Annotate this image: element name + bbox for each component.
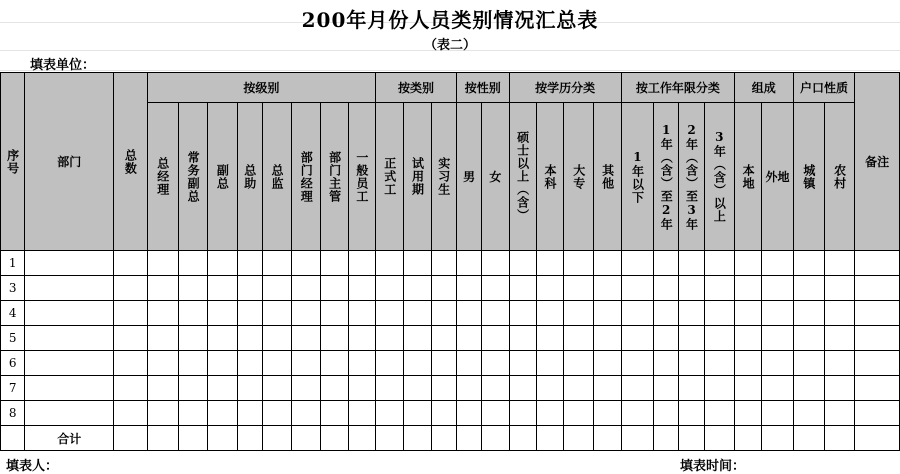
data-cell[interactable] <box>456 351 481 376</box>
data-cell[interactable] <box>147 276 178 301</box>
data-cell[interactable] <box>376 326 404 351</box>
data-cell[interactable] <box>621 326 653 351</box>
data-cell[interactable] <box>734 376 761 401</box>
data-cell[interactable] <box>262 251 291 276</box>
data-cell[interactable] <box>654 326 679 351</box>
header-gender-cell: 女 <box>482 103 509 251</box>
data-cell[interactable] <box>262 401 291 426</box>
total-cell[interactable] <box>348 426 375 451</box>
data-cell[interactable] <box>704 251 734 276</box>
total-cell[interactable] <box>292 426 321 451</box>
table-row <box>1 251 900 276</box>
data-cell[interactable] <box>621 301 653 326</box>
data-cell[interactable] <box>679 301 704 326</box>
data-cell[interactable] <box>536 301 563 326</box>
data-cell[interactable] <box>147 326 178 351</box>
data-cell[interactable] <box>208 326 237 351</box>
header-group-hukou: 户口性质 <box>793 73 855 103</box>
data-cell[interactable] <box>621 276 653 301</box>
data-cell[interactable] <box>456 251 481 276</box>
header-group-gender: 按性别 <box>456 73 509 103</box>
data-cell[interactable] <box>404 276 431 301</box>
page-title: 200年月份人员类别情况汇总表 <box>301 8 599 32</box>
data-cell[interactable] <box>762 301 793 326</box>
data-cell[interactable] <box>536 401 563 426</box>
total-cell[interactable] <box>564 426 594 451</box>
data-cell[interactable] <box>456 376 481 401</box>
data-cell[interactable] <box>594 376 621 401</box>
data-cell[interactable] <box>262 326 291 351</box>
data-cell[interactable] <box>114 301 147 326</box>
header-level-cell: 部门经理 <box>292 103 321 251</box>
data-cell[interactable] <box>679 401 704 426</box>
data-cell[interactable] <box>734 301 761 326</box>
total-cell[interactable] <box>178 426 207 451</box>
header-edu-cell: 本科 <box>536 103 563 251</box>
data-cell[interactable] <box>679 326 704 351</box>
table-row <box>1 401 900 426</box>
data-cell[interactable] <box>482 276 509 301</box>
data-cell[interactable] <box>679 376 704 401</box>
data-cell[interactable] <box>793 326 824 351</box>
data-cell[interactable] <box>376 251 404 276</box>
data-cell[interactable] <box>431 251 456 276</box>
data-cell[interactable] <box>321 251 348 276</box>
header-level-cell: 总助 <box>237 103 262 251</box>
data-cell[interactable] <box>431 276 456 301</box>
row-number: 1 <box>1 251 25 276</box>
data-cell[interactable] <box>321 276 348 301</box>
total-cell[interactable] <box>404 426 431 451</box>
data-cell[interactable] <box>621 251 653 276</box>
data-cell[interactable] <box>509 251 536 276</box>
total-cell[interactable] <box>208 426 237 451</box>
data-cell[interactable] <box>25 276 114 301</box>
data-cell[interactable] <box>654 351 679 376</box>
data-cell[interactable] <box>292 376 321 401</box>
data-cell[interactable] <box>208 351 237 376</box>
data-cell[interactable] <box>208 376 237 401</box>
data-cell[interactable] <box>404 251 431 276</box>
total-cell[interactable] <box>793 426 824 451</box>
fill-date-label: 填表时间： <box>680 459 746 474</box>
data-cell[interactable] <box>762 351 793 376</box>
data-cell[interactable] <box>536 251 563 276</box>
total-cell[interactable] <box>482 426 509 451</box>
header-level-cell: 一般员工 <box>348 103 375 251</box>
header-group-type: 按类别 <box>376 73 457 103</box>
data-cell[interactable] <box>456 401 481 426</box>
data-cell[interactable] <box>536 376 563 401</box>
total-cell[interactable] <box>679 426 704 451</box>
data-cell[interactable] <box>855 401 900 426</box>
data-cell[interactable] <box>178 301 207 326</box>
header-years-cell: 1年（含）至2年 <box>654 103 679 251</box>
header-group-level: 按级别 <box>147 73 375 103</box>
data-cell[interactable] <box>824 251 854 276</box>
data-cell[interactable] <box>348 376 375 401</box>
data-cell[interactable] <box>855 351 900 376</box>
data-cell[interactable] <box>147 251 178 276</box>
data-cell[interactable] <box>25 326 114 351</box>
data-cell[interactable] <box>855 301 900 326</box>
data-cell[interactable] <box>178 376 207 401</box>
data-cell[interactable] <box>376 301 404 326</box>
data-cell[interactable] <box>564 301 594 326</box>
data-cell[interactable] <box>594 301 621 326</box>
data-cell[interactable] <box>404 301 431 326</box>
row-number: 6 <box>1 351 25 376</box>
data-cell[interactable] <box>482 251 509 276</box>
data-cell[interactable] <box>25 401 114 426</box>
table-row <box>1 276 900 301</box>
summary-table <box>0 72 900 451</box>
data-cell[interactable] <box>564 401 594 426</box>
header-seq: 序号 <box>1 73 25 251</box>
data-cell[interactable] <box>762 276 793 301</box>
data-cell[interactable] <box>262 376 291 401</box>
header-level-cell: 总监 <box>262 103 291 251</box>
data-cell[interactable] <box>376 276 404 301</box>
data-cell[interactable] <box>321 301 348 326</box>
data-cell[interactable] <box>237 326 262 351</box>
total-cell[interactable] <box>147 426 178 451</box>
data-cell[interactable] <box>594 326 621 351</box>
header-type-cell: 正式工 <box>376 103 404 251</box>
total-cell[interactable] <box>594 426 621 451</box>
data-cell[interactable] <box>734 326 761 351</box>
total-cell[interactable] <box>654 426 679 451</box>
data-cell[interactable] <box>404 401 431 426</box>
data-cell[interactable] <box>237 251 262 276</box>
total-cell[interactable] <box>855 426 900 451</box>
data-cell[interactable] <box>262 301 291 326</box>
data-cell[interactable] <box>321 351 348 376</box>
total-cell[interactable] <box>114 426 147 451</box>
data-cell[interactable] <box>431 301 456 326</box>
data-cell[interactable] <box>348 276 375 301</box>
data-cell[interactable] <box>594 401 621 426</box>
header-years-cell: 2年（含）至3年 <box>679 103 704 251</box>
data-cell[interactable] <box>704 351 734 376</box>
data-cell[interactable] <box>431 376 456 401</box>
data-cell[interactable] <box>734 401 761 426</box>
header-gender-cell: 男 <box>456 103 481 251</box>
header-remark: 备注 <box>855 73 900 251</box>
data-cell[interactable] <box>482 301 509 326</box>
data-cell[interactable] <box>25 376 114 401</box>
data-cell[interactable] <box>855 251 900 276</box>
data-cell[interactable] <box>25 351 114 376</box>
data-cell[interactable] <box>824 326 854 351</box>
data-cell[interactable] <box>509 276 536 301</box>
data-cell[interactable] <box>208 301 237 326</box>
data-cell[interactable] <box>482 326 509 351</box>
data-cell[interactable] <box>536 276 563 301</box>
data-cell[interactable] <box>621 376 653 401</box>
table-row <box>1 376 900 401</box>
header-group-comp: 组成 <box>734 73 793 103</box>
data-cell[interactable] <box>178 326 207 351</box>
table-row <box>1 351 900 376</box>
data-cell[interactable] <box>208 251 237 276</box>
data-cell[interactable] <box>25 301 114 326</box>
data-cell[interactable] <box>114 376 147 401</box>
data-cell[interactable] <box>704 376 734 401</box>
data-cell[interactable] <box>404 351 431 376</box>
data-cell[interactable] <box>734 351 761 376</box>
header-level-cell: 副总 <box>208 103 237 251</box>
data-cell[interactable] <box>25 251 114 276</box>
row-number: 7 <box>1 376 25 401</box>
data-cell[interactable] <box>114 276 147 301</box>
data-cell[interactable] <box>855 276 900 301</box>
data-cell[interactable] <box>147 401 178 426</box>
data-cell[interactable] <box>793 251 824 276</box>
data-cell[interactable] <box>654 251 679 276</box>
row-number: 4 <box>1 301 25 326</box>
table-body <box>1 251 900 451</box>
data-cell[interactable] <box>734 276 761 301</box>
data-cell[interactable] <box>292 351 321 376</box>
data-cell[interactable] <box>348 326 375 351</box>
total-cell[interactable] <box>509 426 536 451</box>
data-cell[interactable] <box>178 401 207 426</box>
data-cell[interactable] <box>793 276 824 301</box>
data-cell[interactable] <box>147 301 178 326</box>
header-hukou-cell: 农村 <box>824 103 854 251</box>
data-cell[interactable] <box>855 376 900 401</box>
header-group-edu: 按学历分类 <box>509 73 621 103</box>
data-cell[interactable] <box>594 351 621 376</box>
data-cell[interactable] <box>292 301 321 326</box>
total-label: 合计 <box>25 426 114 451</box>
data-cell[interactable] <box>292 401 321 426</box>
data-cell[interactable] <box>793 401 824 426</box>
header-years-cell: 1年以下 <box>621 103 653 251</box>
data-cell[interactable] <box>208 276 237 301</box>
data-cell[interactable] <box>704 401 734 426</box>
data-cell[interactable] <box>404 376 431 401</box>
data-cell[interactable] <box>237 301 262 326</box>
data-cell[interactable] <box>114 251 147 276</box>
data-cell[interactable] <box>262 276 291 301</box>
data-cell[interactable] <box>621 351 653 376</box>
data-cell[interactable] <box>321 326 348 351</box>
header-edu-cell: 硕士以上（含） <box>509 103 536 251</box>
data-cell[interactable] <box>793 351 824 376</box>
data-cell[interactable] <box>114 401 147 426</box>
data-cell[interactable] <box>564 351 594 376</box>
data-cell[interactable] <box>793 376 824 401</box>
data-cell[interactable] <box>654 276 679 301</box>
data-cell[interactable] <box>654 376 679 401</box>
data-cell[interactable] <box>178 276 207 301</box>
table-row <box>1 326 900 351</box>
data-cell[interactable] <box>679 276 704 301</box>
data-cell[interactable] <box>704 326 734 351</box>
sheet-gridline <box>0 70 900 71</box>
data-cell[interactable] <box>404 326 431 351</box>
data-cell[interactable] <box>262 351 291 376</box>
data-cell[interactable] <box>114 351 147 376</box>
data-cell[interactable] <box>594 276 621 301</box>
page-subtitle: （表二） <box>423 38 476 53</box>
total-cell[interactable] <box>704 426 734 451</box>
data-cell[interactable] <box>292 326 321 351</box>
header-level-cell: 总经理 <box>147 103 178 251</box>
data-cell[interactable] <box>762 401 793 426</box>
total-cell[interactable] <box>824 426 854 451</box>
total-cell[interactable] <box>456 426 481 451</box>
header-level-cell: 部门主管 <box>321 103 348 251</box>
data-cell[interactable] <box>824 351 854 376</box>
data-cell[interactable] <box>348 251 375 276</box>
total-cell[interactable] <box>536 426 563 451</box>
row-number: 5 <box>1 326 25 351</box>
data-cell[interactable] <box>762 251 793 276</box>
data-cell[interactable] <box>734 251 761 276</box>
data-cell[interactable] <box>376 376 404 401</box>
total-row <box>1 426 900 451</box>
header-total: 总数 <box>114 73 147 251</box>
data-cell[interactable] <box>704 301 734 326</box>
data-cell[interactable] <box>536 326 563 351</box>
total-cell[interactable] <box>237 426 262 451</box>
total-cell[interactable] <box>376 426 404 451</box>
data-cell[interactable] <box>509 351 536 376</box>
data-cell[interactable] <box>321 376 348 401</box>
data-cell[interactable] <box>482 351 509 376</box>
data-cell[interactable] <box>793 301 824 326</box>
header-level-cell: 常务副总 <box>178 103 207 251</box>
data-cell[interactable] <box>762 326 793 351</box>
header-years-cell: 3年（含）以上 <box>704 103 734 251</box>
data-cell[interactable] <box>178 351 207 376</box>
data-cell[interactable] <box>824 376 854 401</box>
filler-label: 填表人： <box>6 459 59 474</box>
data-cell[interactable] <box>292 251 321 276</box>
data-cell[interactable] <box>237 276 262 301</box>
data-cell[interactable] <box>564 276 594 301</box>
data-cell[interactable] <box>456 276 481 301</box>
header-group-years: 按工作年限分类 <box>621 73 734 103</box>
data-cell[interactable] <box>237 351 262 376</box>
data-cell[interactable] <box>208 401 237 426</box>
header-edu-cell: 大专 <box>564 103 594 251</box>
row-number: 8 <box>1 401 25 426</box>
header-edu-cell: 其他 <box>594 103 621 251</box>
data-cell[interactable] <box>509 401 536 426</box>
data-cell[interactable] <box>594 251 621 276</box>
total-cell[interactable] <box>321 426 348 451</box>
data-cell[interactable] <box>679 251 704 276</box>
fill-unit-label: 填表单位： <box>30 58 96 73</box>
header-comp-cell: 外地 <box>762 103 793 251</box>
data-cell[interactable] <box>114 326 147 351</box>
data-cell[interactable] <box>564 376 594 401</box>
data-cell[interactable] <box>621 401 653 426</box>
data-cell[interactable] <box>762 376 793 401</box>
data-cell[interactable] <box>482 376 509 401</box>
data-cell[interactable] <box>509 301 536 326</box>
data-cell[interactable] <box>348 301 375 326</box>
total-cell[interactable] <box>621 426 653 451</box>
data-cell[interactable] <box>679 351 704 376</box>
data-cell[interactable] <box>292 276 321 301</box>
data-cell[interactable] <box>824 401 854 426</box>
total-spacer <box>1 426 25 451</box>
header-hukou-cell: 城镇 <box>793 103 824 251</box>
data-cell[interactable] <box>704 276 734 301</box>
data-cell[interactable] <box>509 376 536 401</box>
data-cell[interactable] <box>178 251 207 276</box>
data-cell[interactable] <box>456 326 481 351</box>
data-cell[interactable] <box>564 326 594 351</box>
data-cell[interactable] <box>376 351 404 376</box>
data-cell[interactable] <box>321 401 348 426</box>
data-cell[interactable] <box>348 351 375 376</box>
data-cell[interactable] <box>509 326 536 351</box>
data-cell[interactable] <box>147 376 178 401</box>
table-row <box>1 301 900 326</box>
data-cell[interactable] <box>348 401 375 426</box>
header-type-cell: 实习生 <box>431 103 456 251</box>
data-cell[interactable] <box>237 376 262 401</box>
total-cell[interactable] <box>431 426 456 451</box>
data-cell[interactable] <box>237 401 262 426</box>
data-cell[interactable] <box>456 301 481 326</box>
data-cell[interactable] <box>564 251 594 276</box>
header-dept: 部门 <box>25 73 114 251</box>
data-cell[interactable] <box>824 301 854 326</box>
data-cell[interactable] <box>855 326 900 351</box>
data-cell[interactable] <box>376 401 404 426</box>
data-cell[interactable] <box>431 326 456 351</box>
total-cell[interactable] <box>762 426 793 451</box>
row-number: 3 <box>1 276 25 301</box>
total-cell[interactable] <box>734 426 761 451</box>
total-cell[interactable] <box>262 426 291 451</box>
header-type-cell: 试用期 <box>404 103 431 251</box>
data-cell[interactable] <box>431 351 456 376</box>
data-cell[interactable] <box>431 401 456 426</box>
data-cell[interactable] <box>536 351 563 376</box>
data-cell[interactable] <box>482 401 509 426</box>
data-cell[interactable] <box>824 276 854 301</box>
data-cell[interactable] <box>654 301 679 326</box>
header-comp-cell: 本地 <box>734 103 761 251</box>
data-cell[interactable] <box>147 351 178 376</box>
data-cell[interactable] <box>654 401 679 426</box>
